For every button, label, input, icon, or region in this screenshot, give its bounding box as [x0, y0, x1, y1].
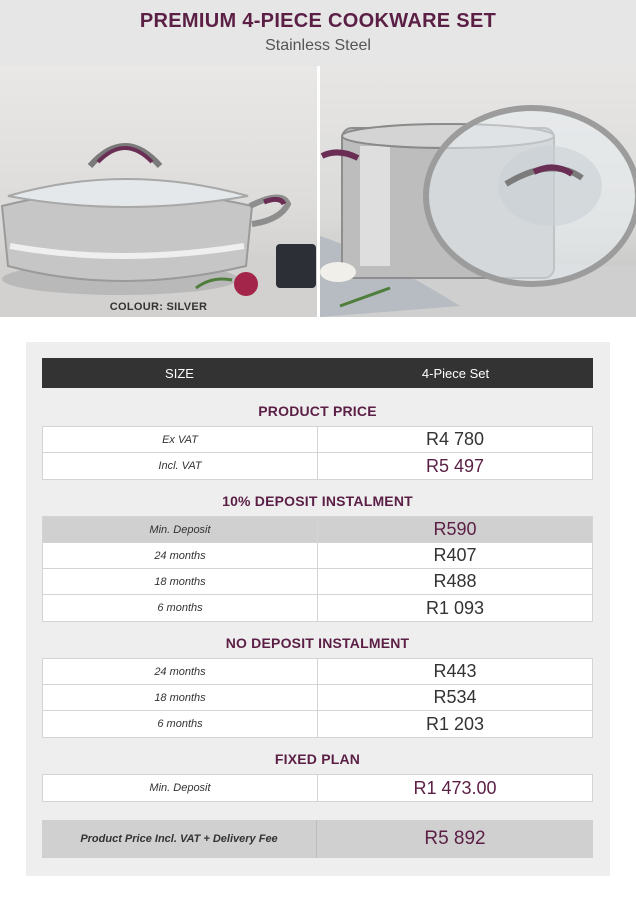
table-row [43, 685, 592, 711]
row-label: Ex VAT [43, 427, 318, 452]
deposit-instalment-heading: 10% DEPOSIT INSTALMENT [222, 493, 413, 509]
table-row [43, 517, 592, 543]
row-label: Min. Deposit [43, 517, 318, 542]
total-label: Product Price Incl. VAT + Delivery Fee [42, 820, 317, 858]
page-title: PREMIUM 4-PIECE COOKWARE SET [139, 10, 497, 32]
table-row [43, 775, 592, 801]
row-label: 6 months [43, 595, 318, 621]
no-deposit-instalment-table [42, 658, 593, 738]
total-price-row [42, 820, 593, 858]
wok-illustration [0, 66, 317, 317]
row-label: 6 months [43, 711, 318, 737]
product-price-table [42, 426, 593, 480]
wok-photo [0, 66, 317, 317]
row-value: R1 093 [425, 597, 485, 618]
product-price-heading: PRODUCT PRICE [258, 403, 377, 419]
row-label: 24 months [43, 543, 318, 568]
table-row [43, 569, 592, 595]
row-label: Incl. VAT [43, 453, 318, 479]
table-row [43, 711, 592, 737]
size-label: SIZE [165, 366, 194, 381]
row-label: 24 months [43, 659, 318, 684]
size-header-bar [42, 358, 593, 388]
page-header [0, 0, 636, 66]
fixed-plan-heading: FIXED PLAN [274, 751, 361, 767]
table-row [43, 595, 592, 621]
colour-label: COLOUR: SILVER [109, 301, 208, 313]
row-value: R590 [433, 519, 477, 539]
table-row [43, 427, 592, 453]
row-value: R5 497 [425, 455, 485, 476]
deposit-instalment-table [42, 516, 593, 622]
pot-photo [320, 66, 636, 317]
row-label: Min. Deposit [43, 775, 318, 801]
page-subtitle: Stainless Steel [265, 37, 371, 54]
table-row [43, 543, 592, 569]
row-value: R488 [433, 571, 477, 591]
row-value: R534 [433, 687, 477, 707]
row-value: R4 780 [425, 429, 485, 449]
fixed-plan-table [42, 774, 593, 802]
pot-illustration [320, 66, 636, 317]
row-value: R1 473.00 [413, 777, 497, 798]
row-value: R443 [433, 661, 477, 681]
total-value: R5 892 [424, 828, 486, 849]
row-value: R407 [433, 545, 477, 565]
row-value: R1 203 [425, 713, 485, 734]
no-deposit-instalment-heading: NO DEPOSIT INSTALMENT [225, 635, 410, 651]
table-row [43, 659, 592, 685]
row-label: 18 months [43, 569, 318, 594]
table-row [43, 453, 592, 479]
size-value: 4-Piece Set [421, 366, 490, 381]
row-label: 18 months [43, 685, 318, 710]
